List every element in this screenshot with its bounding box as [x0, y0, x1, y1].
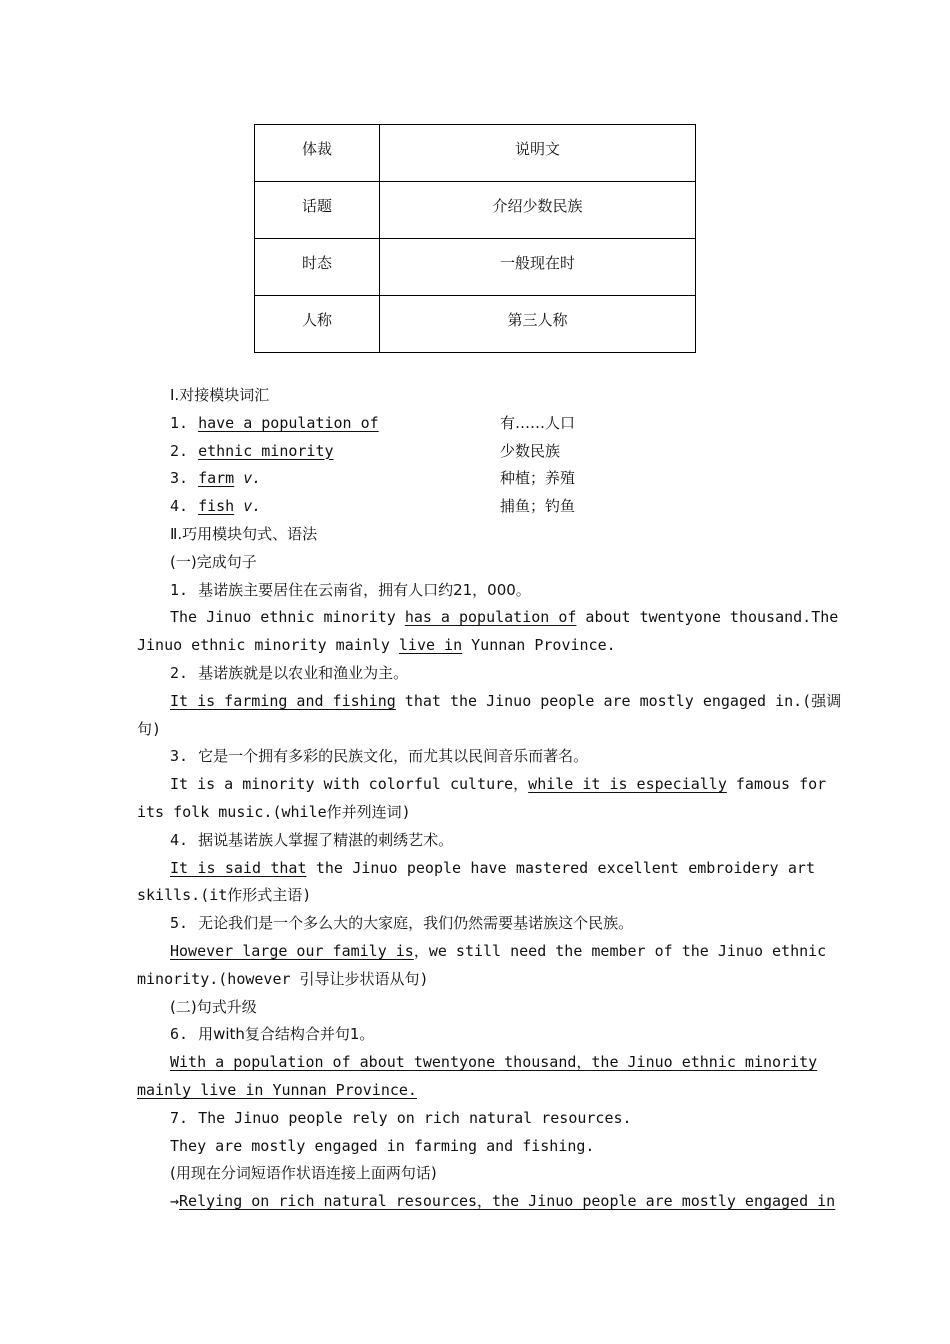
answer-line: [137, 771, 827, 799]
subsection-title: (二)句式升级: [170, 997, 257, 1016]
answer-text: its folk music.(while作并列连词): [137, 802, 411, 821]
answer-blank: live in: [398, 636, 463, 655]
answer-line: [137, 1077, 815, 1105]
answer-blank: With a population of about twentyone thousand，the Jinuo ethnic minority: [170, 1053, 818, 1072]
answer-line: [137, 716, 815, 744]
question-prompt: [137, 743, 815, 771]
prompt-english: The Jinuo people rely on rich natural resources.: [198, 1108, 632, 1127]
item-number: 7.: [170, 1108, 189, 1127]
table-key: 人称: [255, 296, 380, 353]
answer-text: Jinuo ethnic minority mainly: [137, 636, 399, 655]
table-key: 体裁: [255, 125, 380, 182]
answer-line: [137, 938, 827, 966]
vocab-chinese: 捕鱼；钓鱼: [500, 497, 576, 516]
question-prompt: [137, 827, 815, 855]
question-line: They are mostly engaged in farming and fishing.: [170, 1136, 595, 1155]
item-number: 2.: [170, 441, 189, 460]
vocab-english: farm: [198, 469, 235, 488]
question-prompt: [137, 660, 815, 688]
vocab-chinese: 种植；养殖: [500, 469, 576, 488]
answer-blank: However large our family is: [170, 941, 414, 960]
question-prompt: [137, 1021, 815, 1049]
prompt-chinese: 据说基诺族人掌握了精湛的刺绣艺术。: [198, 830, 454, 849]
table-row: [255, 182, 696, 239]
table-value: 介绍少数民族: [380, 182, 696, 239]
item-number: 4.: [170, 497, 189, 516]
answer-text: that the Jinuo people are mostly engaged in.(强调: [395, 691, 842, 710]
answer-line: [137, 799, 815, 827]
section-title: Ⅱ.巧用模块句式、语法: [170, 524, 318, 543]
answer-text: minority.(however 引导让步状语从句): [137, 969, 429, 988]
answer-line: [137, 855, 815, 883]
table-key: 话题: [255, 182, 380, 239]
item-number: 5.: [170, 914, 189, 933]
info-table: [254, 124, 696, 353]
answer-line: [137, 1188, 836, 1216]
table-value: 说明文: [380, 125, 696, 182]
prompt-chinese: 无论我们是一个多么大的大家庭，我们仍然需要基诺族这个民族。: [198, 914, 634, 933]
question-prompt: [137, 910, 815, 938]
body-text: [137, 382, 842, 1216]
vocab-item: [137, 493, 815, 521]
answer-line: [137, 688, 842, 716]
vocab-item: [137, 438, 815, 466]
answer-text: skills.(it作形式主语): [137, 886, 312, 905]
answer-blank: It is said that: [170, 858, 307, 877]
answer-blank: Relying on rich natural resources，the Jinuo people are mostly engaged in: [179, 1192, 836, 1211]
vocab-item: [137, 465, 815, 493]
answer-line: [137, 632, 815, 660]
answer-text: It is a minority with colorful culture，: [170, 775, 529, 794]
question-prompt: [137, 577, 815, 605]
answer-text: Yunnan Province.: [462, 636, 616, 655]
vocab-english: fish: [198, 497, 235, 516]
section-title: Ⅰ.对接模块词汇: [170, 386, 270, 404]
prompt-chinese: 用with复合结构合并句1。: [198, 1025, 375, 1044]
answer-blank: has a population of: [404, 608, 577, 627]
answer-text: 句): [137, 719, 162, 738]
answer-line: [137, 966, 815, 994]
part-of-speech: v.: [243, 469, 262, 488]
prompt-chinese: 它是一个拥有多彩的民族文化，而尤其以民间音乐而著名。: [198, 747, 589, 766]
answer-line: [137, 604, 839, 632]
item-number: 2.: [170, 663, 189, 682]
subsection-title: (一)完成句子: [170, 552, 257, 571]
table-row: [255, 296, 696, 353]
answer-blank: while it is especially: [528, 775, 727, 794]
table-row: [255, 125, 696, 182]
answer-blank: It is farming and fishing: [170, 691, 396, 710]
question-instruction: (用现在分词短语作状语连接上面两句话): [170, 1164, 437, 1183]
answer-line: [137, 1049, 818, 1077]
item-number: 4.: [170, 830, 189, 849]
prompt-chinese: 基诺族主要居住在云南省，拥有人口约21，000。: [198, 580, 531, 599]
item-number: 1.: [170, 413, 189, 432]
question-prompt: [137, 1105, 815, 1133]
part-of-speech: v.: [243, 497, 262, 516]
table-value: 第三人称: [380, 296, 696, 353]
prompt-chinese: 基诺族就是以农业和渔业为主。: [198, 663, 409, 682]
item-number: 3.: [170, 747, 189, 766]
vocab-item: [137, 410, 815, 438]
vocab-chinese: 有……人口: [500, 413, 576, 432]
answer-text: The Jinuo ethnic minority: [170, 608, 405, 627]
table-row: [255, 239, 696, 296]
arrow-icon: →: [170, 1192, 180, 1211]
answer-line: [137, 882, 815, 910]
table-key: 时态: [255, 239, 380, 296]
answer-blank: mainly live in Yunnan Province.: [137, 1080, 417, 1099]
answer-text: famous for: [726, 775, 827, 794]
vocab-chinese: 少数民族: [500, 441, 561, 460]
item-number: 6.: [170, 1025, 189, 1044]
vocab-english: ethnic minority: [198, 441, 334, 460]
item-number: 3.: [170, 469, 189, 488]
answer-text: about twentyone thousand.The: [576, 608, 839, 627]
answer-text: the Jinuo people have mastered excellent embroidery art: [306, 858, 815, 877]
answer-text: ，we still need the member of the Jinuo ethnic: [413, 941, 827, 960]
item-number: 1.: [170, 580, 189, 599]
vocab-english: have a population of: [198, 413, 379, 432]
table-value: 一般现在时: [380, 239, 696, 296]
